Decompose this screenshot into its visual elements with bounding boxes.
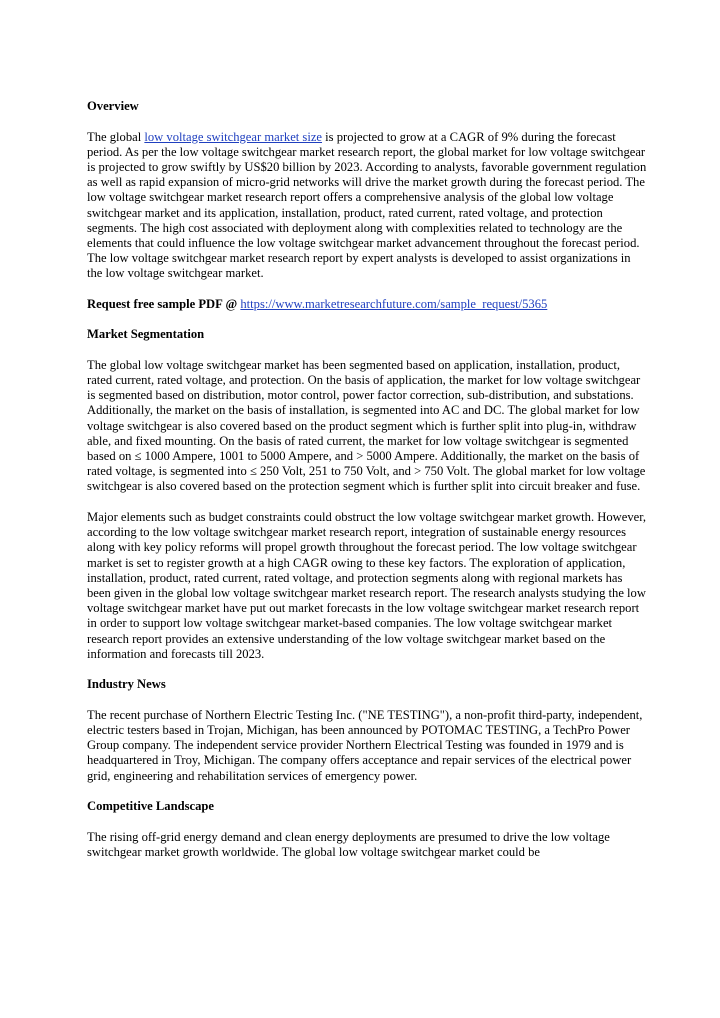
overview-paragraph (87, 130, 647, 282)
overview-text-rest: is projected to grow at a CAGR of 9% during the forecast period. As per the low voltage switchgear market research report, the global market for low voltage switchgear is projected to grow swiftly by US$20 billion by 2023. According to analysts, favorable government regulation as well as rapid expansion of micro-grid networks will drive the market growth during the forecast period. The low voltage switchgear market research report offers a comprehensive analysis of the global low voltage switchgear market and its application, installation, product, rated current, rated voltage, and protection segments. The high cost associated with deployment along with complexities related to technology are the elements that could influence the low voltage switchgear market advancement throughout the forecast period. The low voltage switchgear market research report by expert analysts is developed to assist organizations in the low voltage switchgear market. (87, 129, 647, 281)
sample-request-line (87, 297, 647, 312)
sample-request-link[interactable]: https://www.marketresearchfuture.com/sample_request/5365 (240, 296, 548, 311)
overview-text-start: The global (87, 129, 145, 144)
competitive-heading: Competitive Landscape (87, 799, 214, 814)
overview-heading: Overview (87, 99, 139, 113)
sample-request-label: Request free sample PDF @ (87, 296, 241, 311)
segmentation-paragraph-2: Major elements such as budget constraints could obstruct the low voltage switchgear market growth. However, according to the low voltage switchgear market research report, integration of sustainable energy resources along with key policy reforms will propel growth throughout the forecast period. The low voltage switchgear market is set to register growth at a high CAGR owing to these key factors. The exploration of application, installation, product, rated current, rated voltage, and protection segments along with regional markets has been given in the global low voltage switchgear market research report. The research analysts studying the low voltage switchgear market have put out market forecasts in the low voltage switchgear market research report in order to support low voltage switchgear market-based companies. The low voltage switchgear market research report provides an extensive understanding of the low voltage switchgear market based on the information and forecasts till 2023. (87, 509, 647, 661)
segmentation-paragraph-1: The global low voltage switchgear market has been segmented based on application, installation, product, rated current, rated voltage, and protection. On the basis of application, the market for low voltage switchgear is segmented based on distribution, motor control, power factor correction, sub-distribution, and substations. Additionally, the market on the basis of installation, is segmented into AC and DC. The global market for low voltage switchgear is also covered based on the product segment which is further split into plug-in, withdraw able, and fixed mounting. On the basis of rated current, the market for low voltage switchgear is segmented based on ≤ 1000 Ampere, 1001 to 5000 Ampere, and > 5000 Ampere. Additionally, the market on the basis of rated voltage, is segmented into ≤ 250 Volt, 251 to 750 Volt, and > 750 Volt. The global market for low voltage switchgear is also covered based on the protection segment which is further split into circuit breaker and fuse. (87, 357, 646, 494)
industry-news-heading: Industry News (87, 677, 166, 692)
segmentation-heading: Market Segmentation (87, 327, 205, 342)
market-size-link[interactable]: low voltage switchgear market size (144, 129, 323, 144)
industry-news-paragraph: The recent purchase of Northern Electric Testing Inc. ("NE TESTING"), a non-profit third-party, independent, electric testers based in Trojan, Michigan, has been announced by POTOMAC TESTING, a TechPro Power Group company. The independent service provider Northern Electrical Testing was founded in 1979 and is headquartered in Troy, Michigan. The company offers acceptance and repair services of the electrical power grid, engineering and rehabilitation services of emergency power. (87, 707, 643, 783)
competitive-paragraph: The rising off-grid energy demand and clean energy deployments are presumed to drive the low voltage switchgear market growth worldwide. The global low voltage switchgear market could be (87, 829, 610, 859)
document-body (87, 99, 647, 875)
